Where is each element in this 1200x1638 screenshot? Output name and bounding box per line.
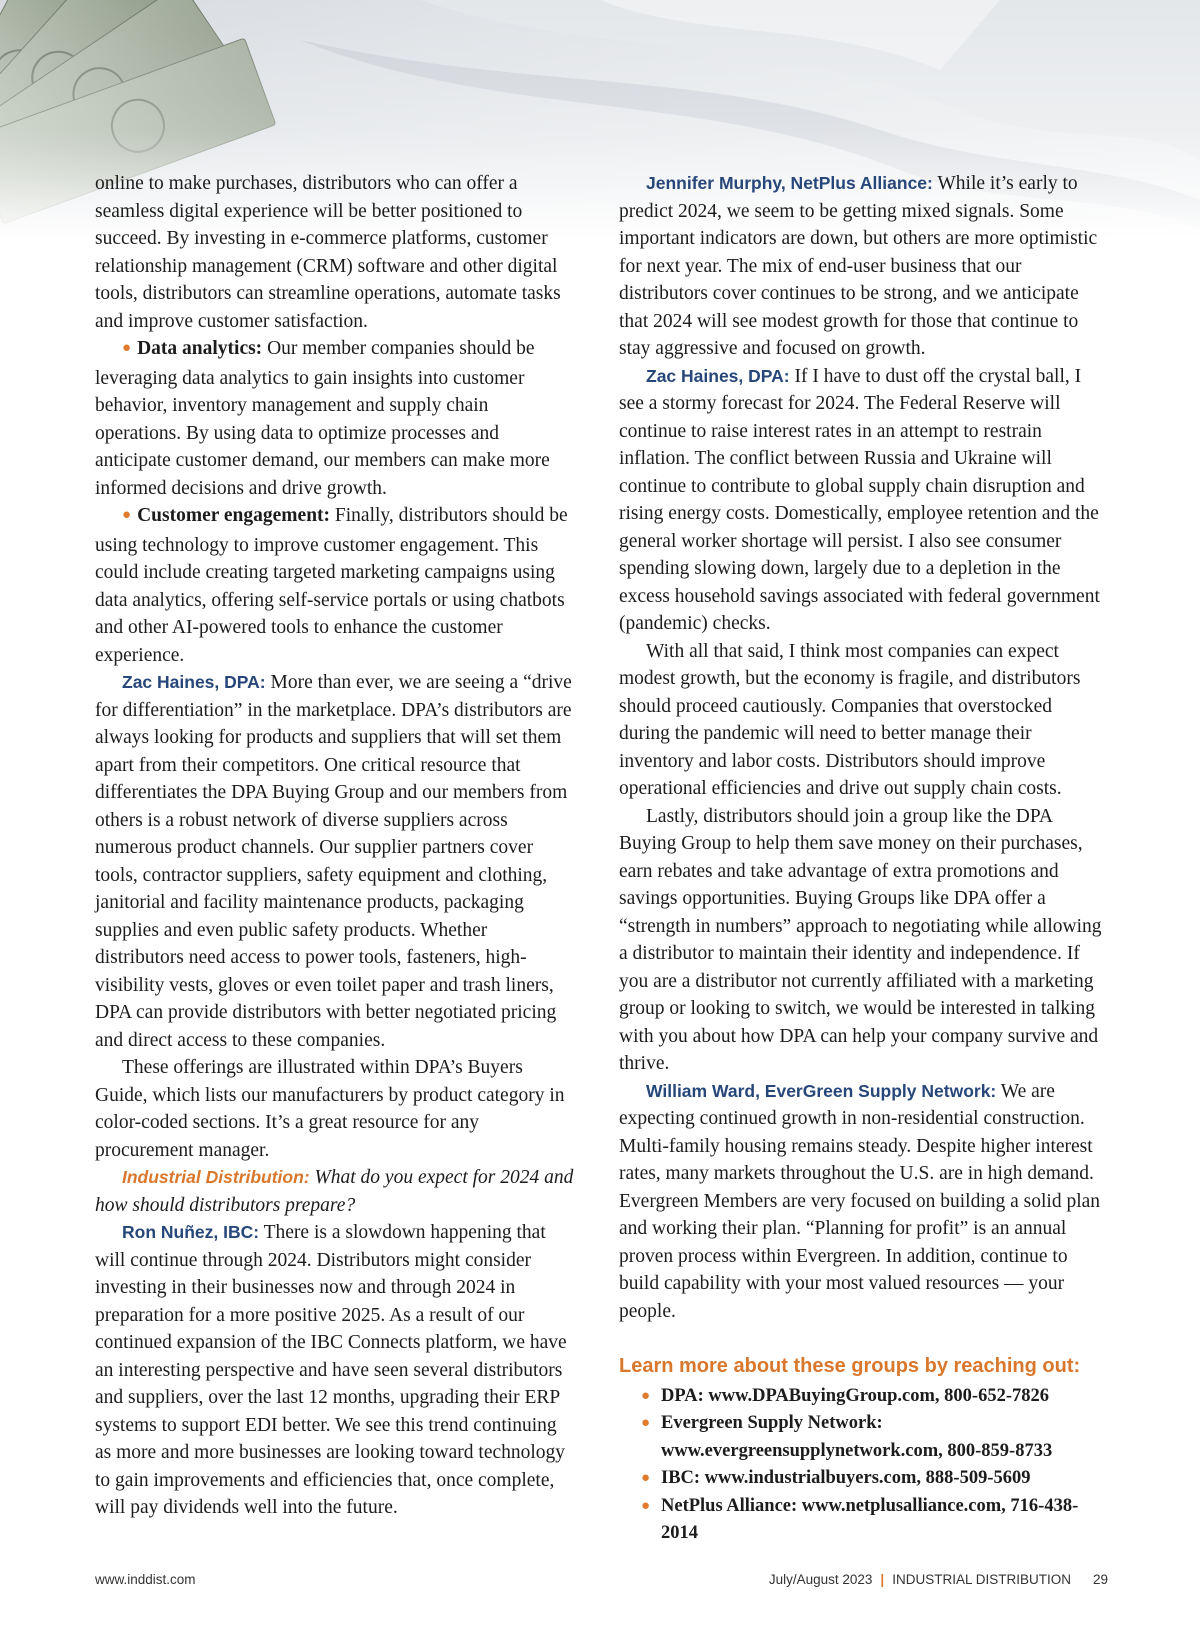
bullet-dot-icon: ●	[641, 1497, 651, 1514]
learn-more-heading: Learn more about these groups by reaching out:	[619, 1355, 1081, 1377]
bullet-text: Finally, distributors should be using technology to improve customer engagement. This could include creating targeted marketing campaigns using data analytics, offering self-service portals or using chatbots and other AI-powered tools to enhance the customer experience.	[95, 505, 568, 666]
answer-william-ward	[619, 1078, 1105, 1326]
answer-ron-nunez	[95, 1219, 575, 1522]
question-label: Industrial Distribution:	[122, 1167, 310, 1187]
learn-more-item	[641, 1410, 1105, 1465]
right-column	[619, 170, 1105, 1548]
answer-text: While it’s early to predict 2024, we seem to be getting mixed signals. Some important indicators are down, but others are more optimistic for next year. The mix of end-user business that our distributors cover continues to be strong, and we anticipate that 2024 will see modest growth for those that continue to stay aggressive and focused on growth.	[619, 173, 1098, 359]
bullet-data-analytics	[95, 335, 575, 502]
speaker-name: Zac Haines, DPA:	[646, 365, 790, 386]
speaker-name: Zac Haines, DPA:	[122, 672, 266, 692]
question-text: What do you expect for 2024 and how should distributors prepare?	[95, 1167, 574, 1216]
footer-divider: |	[880, 1572, 885, 1587]
footer-website: www.inddist.com	[95, 1572, 196, 1587]
paragraph: With all that said, I think most companies can expect modest growth, but the economy is fragile, and distributors should proceed cautiously. Companies that overstocked during the pandemic will need to better manage their inventory and labor costs. Distributors should improve operational efficiencies and drive out supply chain costs.	[619, 640, 1081, 799]
paragraph: online to make purchases, distributors who can offer a seamless digital experience will be better positioned to succeed. By investing in e-commerce platforms, customer relationship management (CRM) software and other digital tools, distributors can streamline operations, automate tasks and improve customer satisfaction.	[95, 173, 561, 332]
speaker-name: William Ward, EverGreen Supply Network:	[646, 1080, 997, 1101]
learn-more-item	[641, 1493, 1105, 1548]
bullet-dot-icon: ●	[641, 1387, 651, 1404]
speaker-name: Ron Nuñez, IBC:	[122, 1222, 260, 1242]
page-number: 29	[1092, 1572, 1108, 1587]
learn-more-text: Evergreen Supply Network: www.evergreensupplynetwork.com, 800-859-8733	[661, 1413, 1053, 1461]
paragraph: Lastly, distributors should join a group like the DPA Buying Group to help them save money on their purchases, earn rebates and take advantage of extra promotions and savings opportunities. Buying Groups like DPA offer a “strength in numbers” approach to negotiating while allowing a distributor to maintain their identity and independence. If you are a distributor not currently affiliated with a marketing group or looking to switch, we would be interested in talking with you about how DPA can help your company survive and thrive.	[619, 805, 1102, 1074]
learn-more-text: IBC: www.industrialbuyers.com, 888-509-5609	[661, 1468, 1031, 1488]
answer-zac-haines	[95, 669, 575, 1054]
speaker-name: Jennifer Murphy, NetPlus Alliance:	[646, 173, 933, 193]
footer-issue-date: July/August 2023	[768, 1572, 873, 1587]
bullet-customer-engagement	[95, 502, 575, 669]
answer-zac-haines	[619, 363, 1105, 638]
answer-text: More than ever, we are seeing a “drive for differentiation” in the marketplace. DPA’s distributors are always looking for products and suppliers that will set them apart from their competitors. One critical resource that differentiates the DPA Buying Group and our members from others is a robust network of diverse suppliers across numerous product channels. Our supplier partners cover tools, contractor suppliers, safety equipment and clothing, janitorial and facility maintenance products, packaging supplies and even public safety products. Whether distributors need access to power tools, fasteners, high-visibility vests, gloves or even toilet paper and trash liners, DPA can provide distributors with better negotiated pricing and direct access to these companies.	[95, 672, 572, 1051]
learn-more-item	[641, 1383, 1105, 1411]
answer-text: If I have to dust off the crystal ball, I see a stormy forecast for 2024. The Federal Reserve will continue to raise interest rates in an attempt to restrain inflation. The conflict between Russia and Ukraine will continue to contribute to global supply chain disruption and rising energy costs. Domestically, employee retention and the general worker shortage will persist. I also see consumer spending slowing down, largely due to a depletion in the excess household savings associated with federal government (pandemic) checks.	[619, 365, 1100, 634]
bullet-label: Customer engagement:	[137, 505, 331, 526]
learn-more-list	[619, 1383, 1105, 1548]
bullet-dot-icon: ●	[122, 507, 132, 523]
question	[95, 1164, 575, 1219]
bullet-label: Data analytics:	[137, 338, 263, 359]
bullet-dot-icon: ●	[122, 340, 132, 356]
answer-text: We are expecting continued growth in non-residential construction. Multi-family housing remains steady. Despite higher interest rates, many markets throughout the U.S. are in high demand. Evergreen Members are very focused on building a solid plan and working their plan. “Planning for profit” is an annual proven process within Evergreen. In addition, continue to build capability with your most valued resources — your people.	[619, 1080, 1101, 1322]
bullet-text: Our member companies should be leveraging data analytics to gain insights into customer behavior, inventory management and supply chain operations. By using data to optimize processes and anticipate customer demand, our members can make more informed decisions and drive growth.	[95, 338, 550, 499]
learn-more-text: DPA: www.DPABuyingGroup.com, 800-652-7826	[661, 1385, 1049, 1406]
paragraph: These offerings are illustrated within DPA’s Buyers Guide, which lists our manufacturers by product category in color-coded sections. It’s a great resource for any procurement manager.	[95, 1057, 565, 1161]
learn-more-item	[641, 1465, 1105, 1493]
learn-more-text: NetPlus Alliance: www.netplusalliance.com, 716-438-2014	[661, 1495, 1079, 1543]
bullet-dot-icon: ●	[641, 1470, 651, 1486]
footer-issue-info	[769, 1572, 1108, 1587]
answer-text: There is a slowdown happening that will continue through 2024. Distributors might consider investing in their businesses now and through 2024 in preparation for a more positive 2025. As a result of our continued expansion of the IBC Connects platform, we have an interesting perspective and have seen several distributors and suppliers, over the last 12 months, upgrading their ERP systems to support EDI better. We see this trend continuing as more and more businesses are looking toward technology to gain improvements and efficiencies that, once complete, will pay dividends well into the future.	[95, 1222, 567, 1518]
bullet-dot-icon: ●	[641, 1415, 651, 1431]
answer-jennifer-murphy	[619, 170, 1105, 363]
left-column	[95, 170, 575, 1522]
footer-publication: INDUSTRIAL DISTRIBUTION	[892, 1572, 1071, 1587]
